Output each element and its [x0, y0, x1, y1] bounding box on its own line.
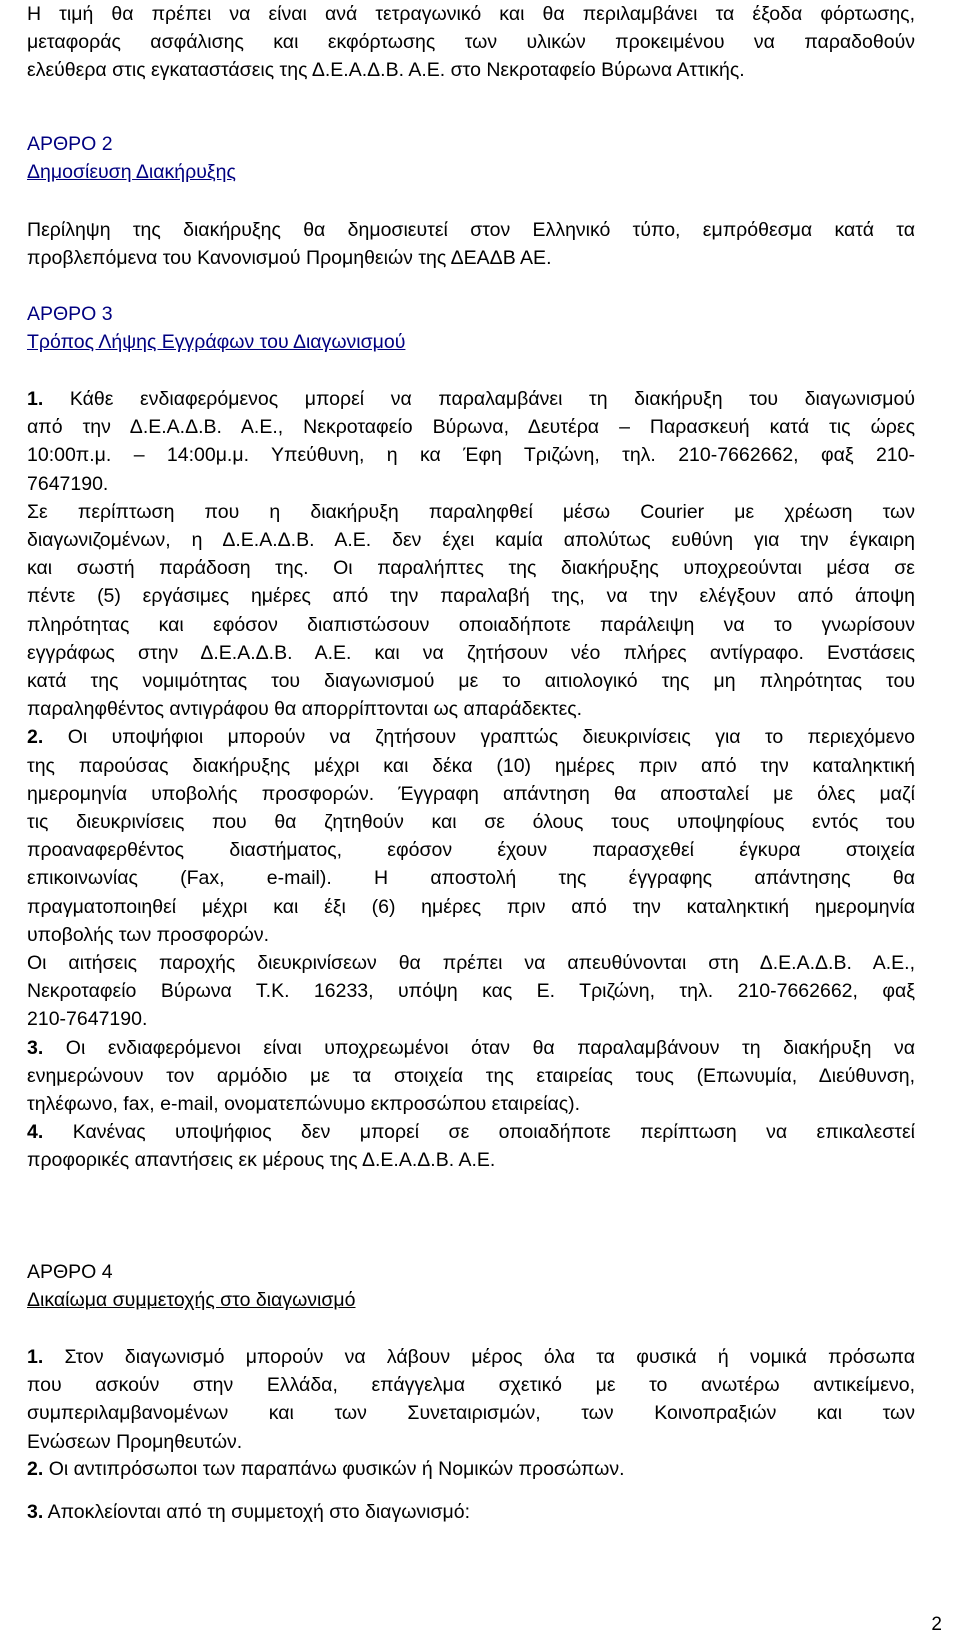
text-line: ημερομηνία υποβολής προσφορών. Έγγραφη απάντηση θα αποσταλεί με όλες μαζί: [27, 782, 915, 805]
text-line: 10:00π.μ. – 14:00μ.μ. Υπεύθυνη, η κα Έφη Τριζώνη, τηλ. 210-7662662, φαξ 210-: [27, 444, 915, 467]
article-title: ΑΡΘΡΟ 2: [27, 133, 113, 155]
text-line: Σε περίπτωση που η διακήρυξη παραληφθεί μέσω Courier με χρέωση των: [27, 500, 915, 523]
text-line: πληρότητας και εφόσον διαπιστώσουν οποιαδήποτε παράλειψη να το γνωρίσουν: [27, 613, 915, 636]
text-line: προβλεπόμενα του Κανονισμού Προμηθειών της ΔΕΑΔΒ ΑΕ.: [27, 247, 552, 270]
text-line: που ασκούν στην Ελλάδα, επάγγελμα σχετικό με το ανωτέρω αντικείμενο,: [27, 1374, 915, 1397]
text-line: [27, 1343, 915, 1371]
text-line: ελεύθερα στις εγκαταστάσεις της Δ.Ε.Α.Δ.Β. Α.Ε. στο Νεκροταφείο Βύρωνα Αττικής.: [27, 59, 745, 82]
text-line: [27, 1034, 915, 1062]
item-text: Οι ενδιαφερόμενοι είναι υποχρεωμένοι όταν θα παραλαμβάνουν τη διακήρυξη να: [65, 1036, 915, 1059]
article-4-item-3: [27, 1498, 915, 1526]
item-text: Οι αντιπρόσωποι των παραπάνω φυσικών ή Νομικών προσώπων.: [48, 1458, 625, 1480]
article-2: [27, 130, 915, 186]
text-line: 7647190.: [27, 472, 109, 495]
text-line: κατά της νομιμότητας του διαγωνισμού με το αιτιολογικό της μη πληρότητας του: [27, 670, 915, 693]
text-line: Οι αιτήσεις παροχής διευκρινίσεων θα πρέπει να απευθύνονται στη Δ.Ε.Α.Δ.Β. Α.Ε.,: [27, 952, 915, 975]
text-line: Περίληψη της διακήρυξης θα δημοσιευτεί στον Ελληνικό τύπο, εμπρόθεσμα κατά τα: [27, 219, 915, 241]
text-line: Νεκροταφείο Βύρωνα Τ.Κ. 16233, υπόψη κας Ε. Τριζώνη, τηλ. 210-7662662, φαξ: [27, 980, 915, 1003]
item-text: Αποκλείονται από τη συμμετοχή στο διαγωνισμό:: [47, 1501, 471, 1523]
article-subtitle: Τρόπος Λήψης Εγγράφων του Διαγωνισμού: [27, 331, 406, 354]
item-text: Στον διαγωνισμό μπορούν να λάβουν μέρος όλα τα φυσικά ή νομικά πρόσωπα: [64, 1346, 915, 1368]
item-number: 3.: [27, 1036, 44, 1059]
intro-paragraph: [27, 0, 915, 85]
text-line: πραγματοποιηθεί μέχρι και έξι (6) ημέρες πριν από την καταληκτική ημερομηνία: [27, 895, 915, 918]
text-line: [27, 1118, 915, 1146]
article-4-body: [27, 1343, 915, 1456]
article-3-body: [27, 385, 915, 1175]
text-line: μεταφοράς ασφάλισης και εκφόρτωσης των υλικών προκειμένου να παραδοθούν: [27, 31, 915, 54]
item-text: Κάθε ενδιαφερόμενος μπορεί να παραλαμβάνει τη διακήρυξη του διαγωνισμού: [69, 388, 915, 410]
item-number: 3.: [27, 1501, 44, 1523]
text-line: εγγράφως στην Δ.Ε.Α.Δ.Β. Α.Ε. και να ζητήσουν νέο πλήρες αντίγραφο. Ενστάσεις: [27, 641, 915, 664]
text-line: [27, 1498, 915, 1526]
text-line: [27, 723, 915, 751]
article-3: [27, 300, 915, 356]
article-subtitle: Δικαίωμα συμμετοχής στο διαγωνισμό: [27, 1289, 356, 1312]
text-line: τις διευκρινίσεις που θα ζητηθούν και σε όλους τους υποψηφίους εντός του: [27, 811, 915, 834]
text-line: της παρούσας διακήρυξης μέχρι και δέκα (10) ημέρες πριν από την καταληκτική: [27, 754, 915, 777]
text-line: παραληφθέντος αντιγράφου θα απορρίπτονται ως απαράδεκτες.: [27, 698, 583, 721]
text-line: από την Δ.Ε.Α.Δ.Β. Α.Ε., Νεκροταφείο Βύρωνα, Δευτέρα – Παρασκευή κατά τις ώρες: [27, 416, 915, 439]
text-line: [27, 1455, 915, 1483]
page-number: 2: [931, 1614, 942, 1635]
article-2-body: [27, 216, 915, 272]
text-line: διαγωνιζομένων, η Δ.Ε.Α.Δ.Β. Α.Ε. δεν έχει καμία απολύτως ευθύνη για την έγκαιρη: [27, 529, 915, 552]
article-4: [27, 1258, 915, 1314]
item-text: Κανένας υποψήφιος δεν μπορεί σε οποιαδήποτε περίπτωση να επικαλεστεί: [72, 1121, 915, 1144]
text-line: ενημερώνουν τον αρμόδιο με τα στοιχεία της εταιρείας τους (Επωνυμία, Διεύθυνση,: [27, 1064, 915, 1087]
text-line: πέντε (5) εργάσιμες ημέρες από την παραλαβή της, να την ελέγξουν από άποψη: [27, 585, 915, 608]
text-line: υποβολής των προσφορών.: [27, 923, 270, 946]
item-number: 1.: [27, 1346, 44, 1368]
text-line: προαναφερθέντος διαστήματος, εφόσον έχουν παρασχεθεί έγκυρα στοιχεία: [27, 839, 915, 862]
item-number: 2.: [27, 1458, 44, 1480]
item-number: 1.: [27, 388, 44, 410]
article-title: ΑΡΘΡΟ 3: [27, 303, 113, 325]
text-line: Η τιμή θα πρέπει να είναι ανά τετραγωνικό και θα περιλαμβάνει τα έξοδα φόρτωσης,: [27, 3, 915, 25]
item-number: 2.: [27, 726, 44, 749]
text-line: τηλέφωνο, fax, e-mail, ονοματεπώνυμο εκπροσώπου εταιρείας).: [27, 1093, 581, 1116]
item-number: 4.: [27, 1121, 44, 1144]
text-line: Ενώσεων Προμηθευτών.: [27, 1430, 243, 1453]
text-line: προφορικές απαντήσεις εκ μέρους της Δ.Ε.Α.Δ.Β. Α.Ε.: [27, 1149, 496, 1172]
text-line: και σωστή παράδοση της. Οι παραλήπτες της διακήρυξης υποχρεούνται μέσα σε: [27, 557, 915, 580]
article-subtitle: Δημοσίευση Διακήρυξης: [27, 161, 236, 184]
text-line: συμπεριλαμβανομένων και των Συνεταιρισμών, των Κοινοπραξιών και των: [27, 1402, 915, 1425]
article-title: ΑΡΘΡΟ 4: [27, 1261, 113, 1283]
text-line: [27, 385, 915, 413]
text-line: επικοινωνίας (Fax, e-mail). Η αποστολή της έγγραφης απάντησης θα: [27, 867, 915, 890]
text-line: 210-7647190.: [27, 1008, 148, 1031]
item-text: Οι υποψήφιοι μπορούν να ζητήσουν γραπτώς διευκρινίσεις για το περιεχόμενο: [67, 726, 916, 749]
article-4-item-2: [27, 1455, 915, 1483]
